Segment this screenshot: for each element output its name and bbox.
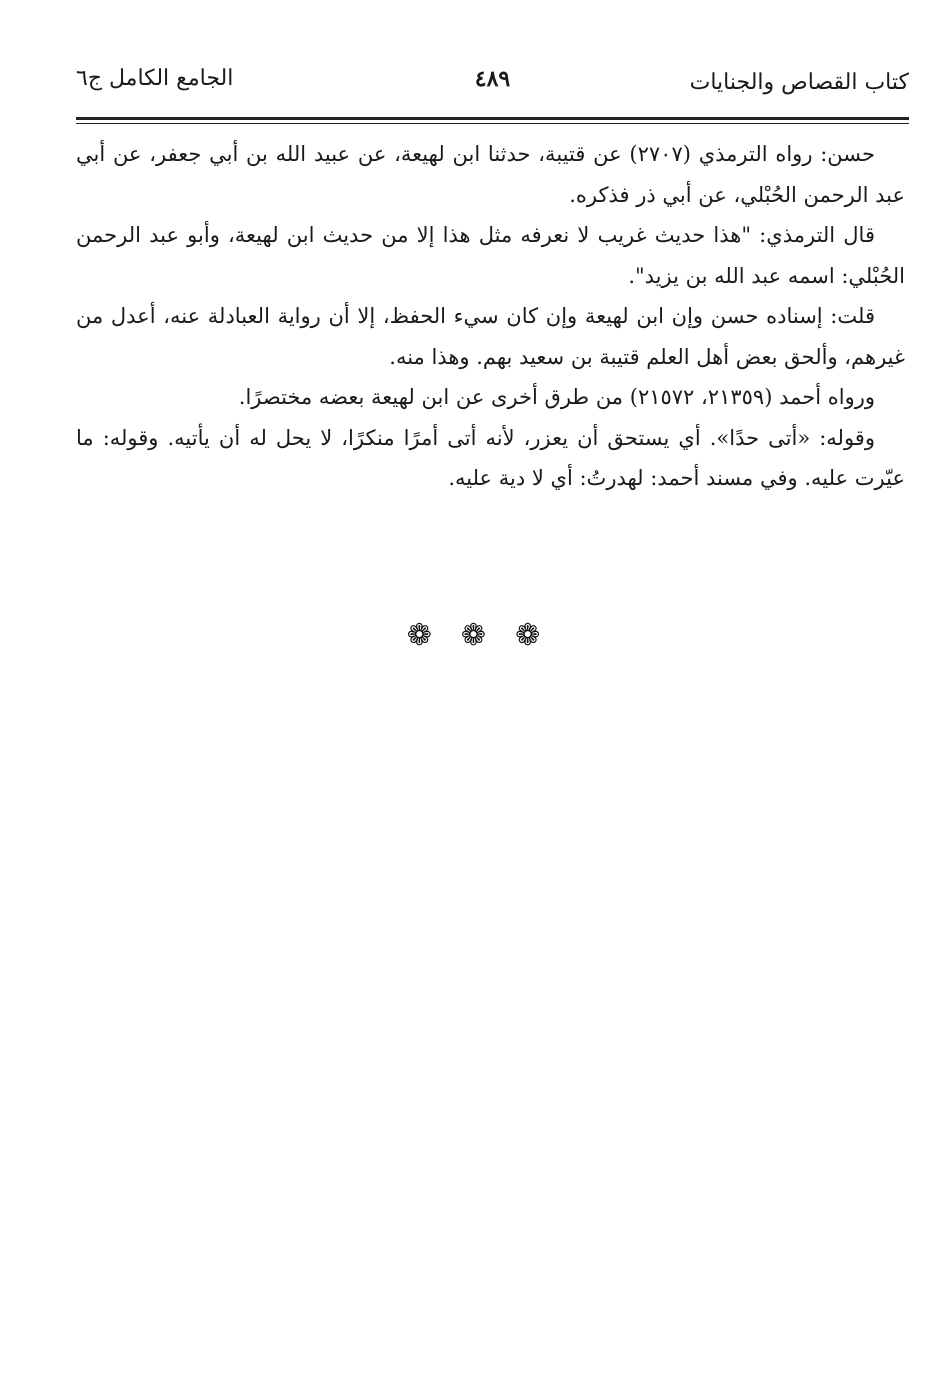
- page-number: ٤٨٩: [474, 66, 511, 92]
- flower-ornament-icon: ❁: [406, 618, 432, 653]
- paragraph-ahmad-narration: ورواه أحمد (٢١٣٥٩، ٢١٥٧٢) من طرق أخرى عن ابن لهيعة بعضه مختصرًا.: [238, 385, 875, 409]
- header-rule-thin: [76, 123, 909, 124]
- page-header: [76, 64, 909, 104]
- paragraph-author-note: قلت: إسناده حسن وإن ابن لهيعة وإن كان سيء الحفظ، إلا أن رواية العبادلة عنه، أعدل من غيرهم، وألحق بعض أهل العلم قتيبة بن سعيد بهم. وهذا منه.: [76, 304, 905, 369]
- header-rule-thick: [76, 117, 909, 120]
- paragraph-explanation: وقوله: «أتى حدًا». أي يستحق أن يعزر، لأنه أتى أمرًا منكرًا، لا يحل له أن يأتيه. وقوله: ما عيّرت عليه. وفي مسند أحمد: لهدرتُ: أي لا دية عليه.: [76, 425, 905, 490]
- section-end-ornaments: [0, 618, 947, 653]
- paragraph-hadith-grading: حسن: رواه الترمذي (٢٧٠٧) عن قتيبة، حدثنا ابن لهيعة، عن عبيد الله بن أبي جعفر، عن أبي عبد الرحمن الحُبْلي، عن أبي ذر فذكره.: [76, 142, 905, 207]
- flower-ornament-icon: ❁: [460, 618, 487, 653]
- paragraph-tirmidhi-comment: قال الترمذي: "هذا حديث غريب لا نعرفه مثل هذا إلا من حديث ابن لهيعة، وأبو عبد الرحمن الحُبْلي: اسمه عبد الله بن يزيد".: [76, 223, 905, 288]
- flower-ornament-icon: ❁: [515, 618, 541, 653]
- page-body: [76, 134, 905, 499]
- book-title: كتاب القصاص والجنايات: [689, 70, 909, 95]
- volume-title: الجامع الكامل ج٦: [76, 66, 234, 91]
